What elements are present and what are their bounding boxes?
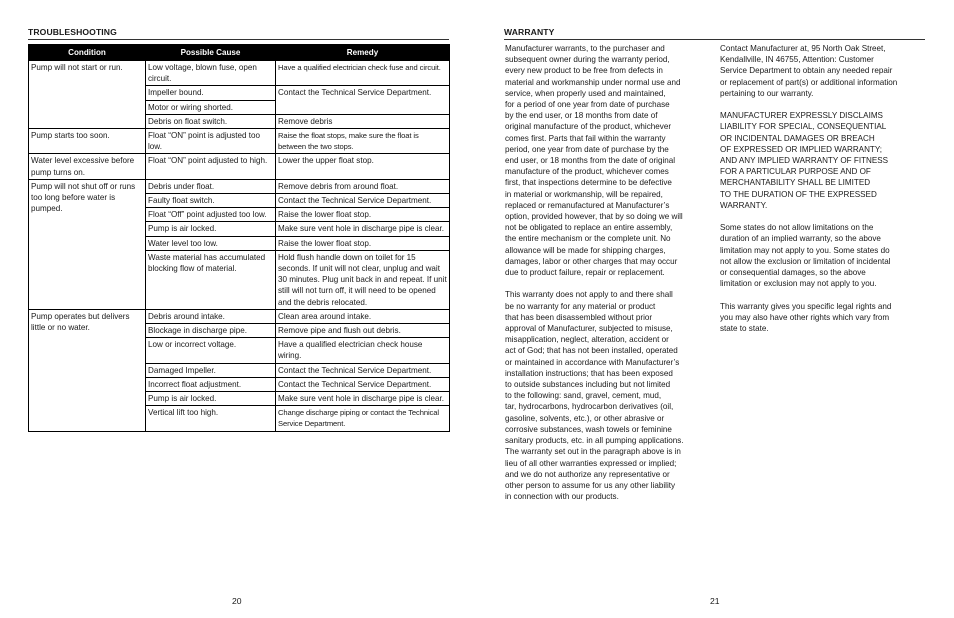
warranty-paragraph: Contact Manufacturer at, 95 North Oak Street, Kendallville, IN 46755, Attention: Customer Service Department to obtain any needed repair or replacement of part(s) or additional information pertaining to our warranty. [720, 44, 898, 98]
table-header-row [29, 45, 450, 61]
cause-cell: Pump is air locked. [146, 392, 276, 406]
troubleshooting-table [28, 44, 450, 432]
warranty-paragraph: Manufacturer warrants, to the purchaser and subsequent owner during the warranty period, every new product to be free from defects in material and workmanship under normal use and service, when properly used and maintained, for a period of one year from date of purchase by the end user, or 18 months from date of original manufacture of the product, whichever comes first. Parts that fail within the warranty period, one year from date of purchase by the end user, or 18 months from the date of original manufacture of the product, whichever comes first, that inspections determine to be defective in material or workmanship, will be repaired, replaced or remanufactured at Manufacturer’s option, provided however, that by so doing we will not be obligated to replace an entire assembly, the entire mechanism or the complete unit. No allowance will be made for shipping charges, damages, labor or other charges that may occur due to product failure, repair or replacement. [505, 44, 683, 278]
remedy-cell: Contact the Technical Service Department. [276, 194, 450, 208]
page-number: 21 [710, 596, 720, 606]
cause-cell: Water level too low. [146, 236, 276, 250]
remedy-cell: Contact the Technical Service Department. [276, 86, 450, 114]
condition-cell: Pump operates but delivers little or no water. [29, 309, 146, 431]
warranty-paragraph: This warranty gives you specific legal rights and you may also have other rights which vary from state to state. [720, 301, 892, 334]
condition-cell: Pump will not shut off or runs too long before water is pumped. [29, 179, 146, 309]
remedy-cell: Remove pipe and flush out debris. [276, 324, 450, 338]
table-row [29, 154, 450, 179]
table-row [29, 61, 450, 86]
cause-cell: Float “Off” point adjusted too low. [146, 208, 276, 222]
table-row [29, 129, 450, 154]
title-divider [504, 39, 925, 40]
cause-cell: Waste material has accumulated blocking flow of material. [146, 250, 276, 309]
cause-cell: Damaged Impeller. [146, 363, 276, 377]
remedy-cell: Hold flush handle down on toilet for 15 seconds. If unit will not clear, unplug and wait 30 minutes. Plug unit back in and repeat. If unit still will not turn off, it will need to be opened and the debris relocated. [276, 250, 450, 309]
cause-cell: Pump is air locked. [146, 222, 276, 236]
table-row [29, 179, 450, 193]
cause-cell: Impeller bound. [146, 86, 276, 100]
troubleshooting-title: TROUBLESHOOTING [28, 27, 117, 37]
warranty-column-2 [720, 43, 932, 345]
remedy-cell: Have a qualified electrician check fuse and circuit. [276, 61, 450, 86]
warranty-column-1 [505, 43, 717, 514]
page-number: 20 [232, 596, 242, 606]
cause-cell: Incorrect float adjustment. [146, 377, 276, 391]
table-body [29, 61, 450, 432]
cause-cell: Vertical lift too high. [146, 406, 276, 431]
cause-cell: Float “ON” point is adjusted too low. [146, 129, 276, 154]
remedy-cell: Make sure vent hole in discharge pipe is clear. [276, 392, 450, 406]
remedy-cell: Remove debris from around float. [276, 179, 450, 193]
cause-cell: Debris under float. [146, 179, 276, 193]
cause-cell: Float “ON” point adjusted to high. [146, 154, 276, 179]
remedy-cell: Remove debris [276, 114, 450, 128]
remedy-cell: Clean area around intake. [276, 309, 450, 323]
warranty-page [477, 0, 954, 618]
condition-cell: Water level excessive before pump turns on. [29, 154, 146, 179]
warranty-disclaimer: MANUFACTURER EXPRESSLY DISCLAIMS LIABILITY FOR SPECIAL, CONSEQUENTIAL OR INCIDENTAL DAMAGES OR BREACH OF EXPRESSED OR IMPLIED WARRANTY; AND ANY IMPLIED WARRANTY OF FITNESS FOR A PARTICULAR PURPOSE AND OF MERCHANTABILITY SHALL BE LIMITED TO THE DURATION OF THE EXPRESSED WARRANTY. [720, 111, 889, 210]
remedy-cell: Contact the Technical Service Department. [276, 363, 450, 377]
remedy-cell: Raise the lower float stop. [276, 208, 450, 222]
remedy-cell: Lower the upper float stop. [276, 154, 450, 179]
remedy-cell: Have a qualified electrician check house wiring. [276, 338, 450, 363]
remedy-cell: Raise the float stops, make sure the float is between the two stops. [276, 129, 450, 154]
header-remedy: Remedy [276, 45, 450, 61]
cause-cell: Debris on float switch. [146, 114, 276, 128]
condition-cell: Pump will not start or run. [29, 61, 146, 129]
cause-cell: Motor or wiring shorted. [146, 100, 276, 114]
warranty-paragraph: This warranty does not apply to and there shall be no warranty for any material or product that has been disassembled without prior approval of Manufacturer, subjected to misuse, misapplication, neglect, alteration, accident or act of God; that has not been installed, operated or maintained in accordance with Manufacturer’s installation instructions; that has been exposed to outside substances including but not limited to the following: sand, gravel, cement, mud, tar, hydrocarbons, hydrocarbon derivatives (oil, gasoline, solvents, etc.), or other abrasive or corrosive substances, wash towels or feminine sanitary products, etc. in all pumping applications. The warranty set out in the paragraph above is in lieu of all other warranties expressed or implied; and we do not authorize any representative or other person to assume for us any other liability in connection with our products. [505, 290, 684, 502]
condition-cell: Pump starts too soon. [29, 129, 146, 154]
warranty-paragraph: Some states do not allow limitations on the duration of an implied warranty, so the above limitation may not apply to you. Some states do not allow the exclusion or limitation of incidental or consequential damages, so the above limitation or exclusion may not apply to you. [720, 223, 891, 289]
title-divider [28, 39, 449, 40]
cause-cell: Low voltage, blown fuse, open circuit. [146, 61, 276, 86]
remedy-cell: Raise the lower float stop. [276, 236, 450, 250]
table-row [29, 309, 450, 323]
cause-cell: Debris around intake. [146, 309, 276, 323]
cause-cell: Blockage in discharge pipe. [146, 324, 276, 338]
remedy-cell: Make sure vent hole in discharge pipe is clear. [276, 222, 450, 236]
warranty-title: WARRANTY [504, 27, 555, 37]
header-possible-cause: Possible Cause [146, 45, 276, 61]
header-condition: Condition [29, 45, 146, 61]
cause-cell: Low or incorrect voltage. [146, 338, 276, 363]
remedy-cell: Contact the Technical Service Department. [276, 377, 450, 391]
remedy-cell: Change discharge piping or contact the Technical Service Department. [276, 406, 450, 431]
cause-cell: Faulty float switch. [146, 194, 276, 208]
